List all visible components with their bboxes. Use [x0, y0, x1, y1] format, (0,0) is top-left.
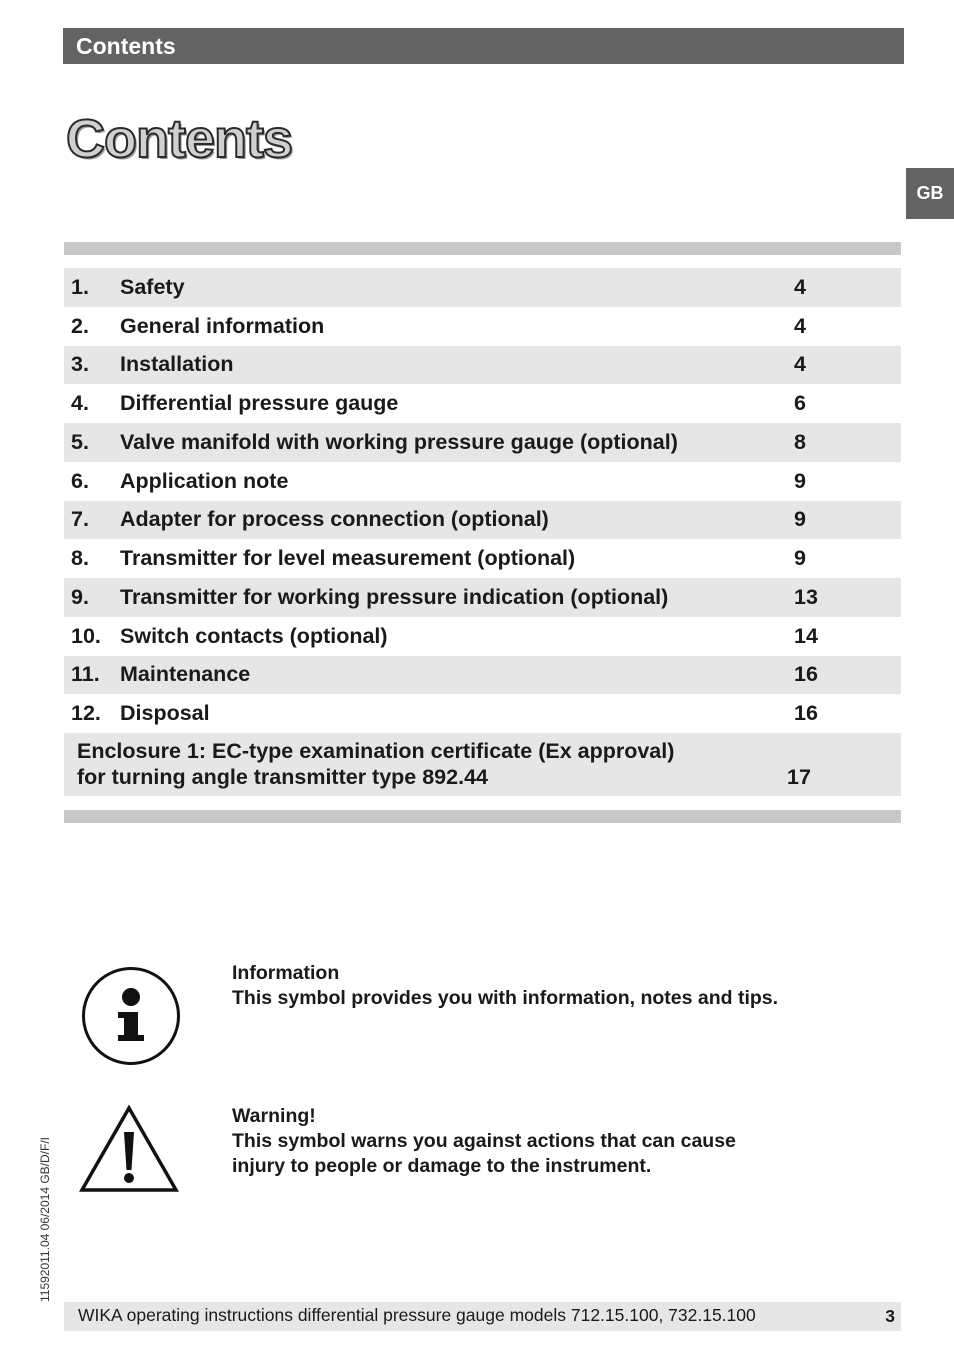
- info-heading: Information: [232, 962, 340, 984]
- toc-title: Switch contacts (optional): [120, 623, 388, 648]
- warning-note: [232, 1104, 792, 1179]
- toc-title: Disposal: [120, 701, 210, 726]
- toc-page: 9: [794, 468, 806, 493]
- warning-icon: [78, 1104, 180, 1194]
- toc-title: General information: [120, 313, 325, 338]
- toc-number: 1.: [71, 274, 89, 299]
- toc-number: 8.: [71, 546, 89, 571]
- info-icon: [80, 965, 182, 1067]
- toc-page: 16: [794, 662, 818, 687]
- toc-number: 7.: [71, 507, 89, 532]
- language-tab: GB: [906, 168, 954, 219]
- enclosure-title-line1: Enclosure 1: EC-type examination certificate (Ex approval): [77, 739, 675, 763]
- warning-heading: Warning!: [232, 1105, 316, 1127]
- toc-title: Differential pressure gauge: [120, 391, 399, 416]
- toc-number: 11.: [71, 662, 100, 687]
- header-bar: [63, 28, 904, 64]
- toc-number: 12.: [71, 701, 101, 726]
- toc-number: 10.: [71, 623, 101, 648]
- header-title: Contents: [76, 33, 176, 59]
- toc-page: 4: [794, 274, 806, 299]
- toc-page: 6: [794, 391, 806, 416]
- toc-page: 4: [794, 313, 806, 338]
- page-title: Contents: [66, 109, 292, 169]
- toc-title: Transmitter for level measurement (optional): [120, 546, 576, 571]
- toc-title: Transmitter for working pressure indication (optional): [120, 584, 669, 609]
- toc-number: 2.: [71, 313, 89, 338]
- toc-row[interactable]: [64, 656, 901, 695]
- toc-title: Installation: [120, 352, 234, 377]
- page-number: 3: [885, 1306, 895, 1326]
- toc-enclosure-row[interactable]: [64, 733, 901, 796]
- toc-page: 8: [794, 429, 806, 454]
- enclosure-page: 17: [787, 765, 811, 789]
- footer-bar: [64, 1302, 901, 1331]
- info-text: This symbol provides you with information, notes and tips.: [232, 987, 779, 1009]
- divider-bottom: [64, 810, 901, 823]
- toc-row[interactable]: [64, 307, 901, 346]
- toc-row[interactable]: [64, 346, 901, 385]
- toc-title: Adapter for process connection (optional): [120, 507, 549, 532]
- toc-page: 16: [794, 701, 818, 726]
- table-of-contents: [64, 268, 901, 733]
- toc-row[interactable]: [64, 694, 901, 733]
- divider-top: [64, 242, 901, 255]
- toc-page: 9: [794, 546, 806, 571]
- toc-page: 13: [794, 584, 818, 609]
- toc-title: Maintenance: [120, 662, 251, 687]
- warning-text: This symbol warns you against actions that can cause injury to people or damage to the instrument.: [232, 1130, 736, 1177]
- toc-page: 4: [794, 352, 806, 377]
- toc-row[interactable]: [64, 578, 901, 617]
- footer-text: WIKA operating instructions differential pressure gauge models 712.15.100, 732.15.100: [78, 1305, 756, 1325]
- toc-row[interactable]: [64, 539, 901, 578]
- toc-row[interactable]: [64, 384, 901, 423]
- document-code: 11592011.04 06/2014 GB/D/F/I: [38, 1136, 52, 1302]
- toc-page: 14: [794, 623, 818, 648]
- enclosure-title-line2: for turning angle transmitter type 892.44: [77, 765, 488, 789]
- toc-number: 6.: [71, 468, 89, 493]
- toc-number: 4.: [71, 391, 89, 416]
- toc-number: 9.: [71, 584, 89, 609]
- toc-title: Safety: [120, 274, 185, 299]
- toc-page: 9: [794, 507, 806, 532]
- toc-number: 3.: [71, 352, 89, 377]
- toc-row[interactable]: [64, 268, 901, 307]
- toc-row[interactable]: [64, 423, 901, 462]
- toc-row[interactable]: [64, 617, 901, 656]
- toc-title: Application note: [120, 468, 289, 493]
- toc-row[interactable]: [64, 462, 901, 501]
- toc-title: Valve manifold with working pressure gauge (optional): [120, 429, 678, 454]
- info-note: [232, 961, 792, 1011]
- toc-row[interactable]: [64, 501, 901, 540]
- toc-number: 5.: [71, 429, 89, 454]
